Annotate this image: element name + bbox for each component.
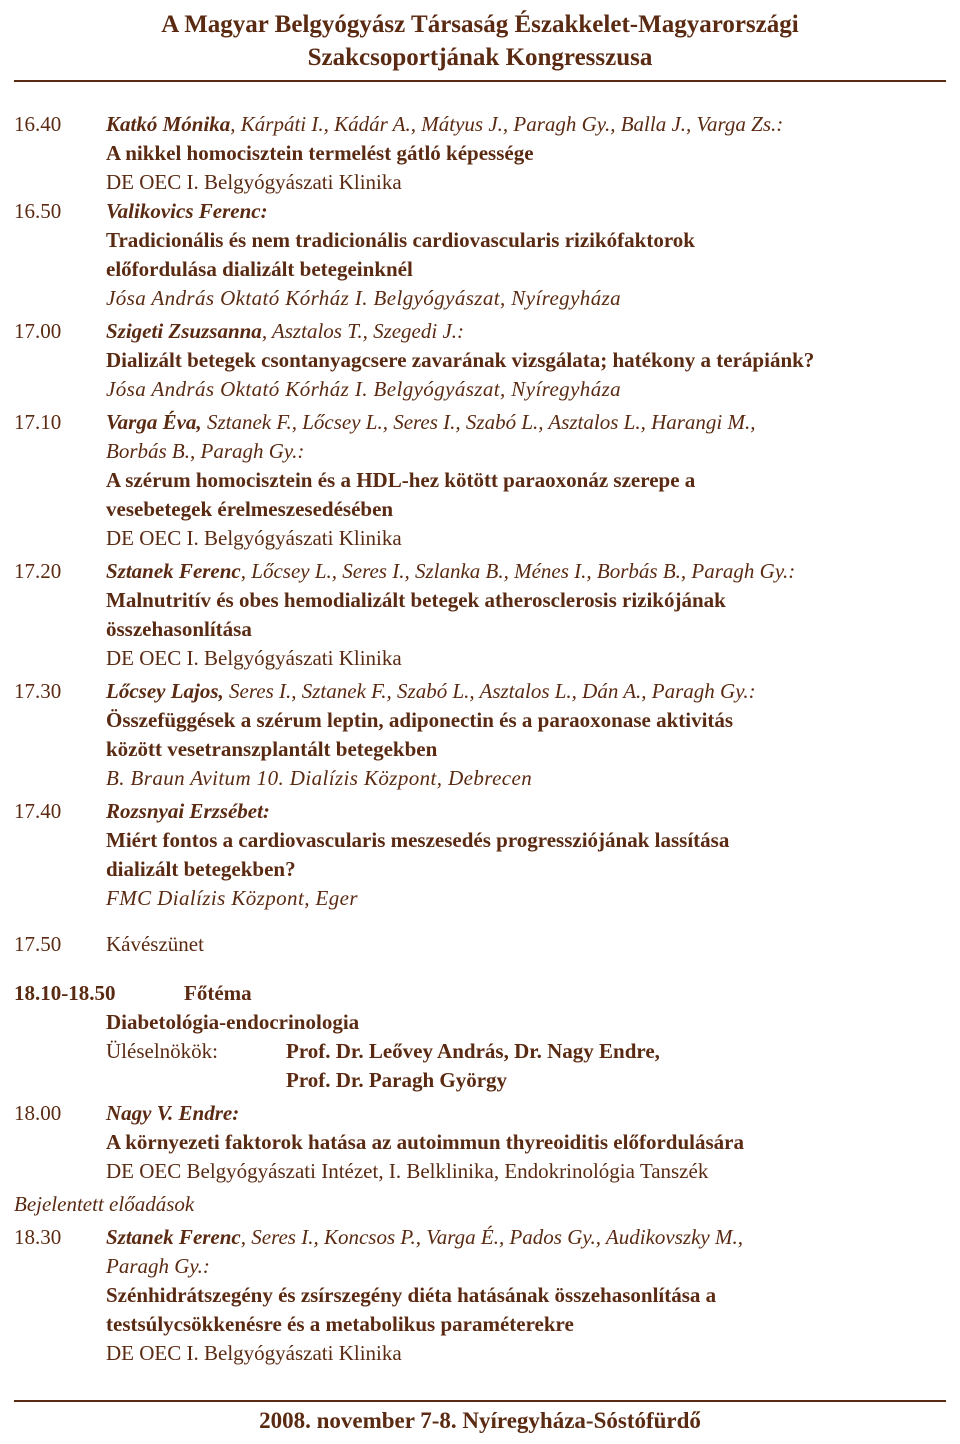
session-label: Főtéma [184,981,252,1005]
header-line-1: A Magyar Belgyógyász Társaság Északkelet-Magyarországi [161,11,799,38]
entry-coauthors: , Kárpáti I., Kádár A., Mátyus J., Paragh Gy., Balla J., Varga Zs.: [230,112,784,136]
entry-time: 17.40 [14,799,62,823]
entry-institution: FMC Dialízis Központ, Eger [106,886,358,910]
entry-title: dializált betegekben? [106,857,296,881]
program-entry [14,797,946,913]
entry-institution: DE OEC Belgyógyászati Intézet, I. Belklinika, Endokrinológia Tanszék [106,1159,709,1183]
entry-presenter: Katkó Mónika [106,112,231,136]
entry-presenter: Sztanek Ferenc [106,1225,241,1249]
session-heading [14,979,946,1008]
entry-authors [106,110,946,139]
entry-presenter: Rozsnyai Erzsébet: [106,799,270,823]
entry-title: Malnutritív és obes hemodializált betegek atherosclerosis rizikójának [106,588,726,612]
entry-title: Miért fontos a cardiovascularis meszesedés progressziójának lassítása [106,828,730,852]
entry-title: között vesetranszplantált betegekben [106,737,438,761]
session-topic-row [14,1008,946,1095]
session-chairs [106,1037,946,1095]
entry-title: A nikkel homocisztein termelést gátló képessége [106,141,534,165]
entry-coauthors: , Lőcsey L., Seres I., Szlanka B., Ménes I., Borbás B., Paragh Gy.: [240,559,796,583]
entry-presenter: Sztanek Ferenc [106,559,241,583]
entry-presenter: Nagy V. Endre: [106,1101,240,1125]
program-entry [14,1099,946,1186]
entry-presenter: Varga Éva, [106,410,202,434]
entry-title: Szénhidrátszegény és zsírszegény diéta hatásának összehasonlítása a [106,1283,717,1307]
entry-title: Dializált betegek csontanyagcsere zavarának vizsgálata; hatékony a terápiánk? [106,348,815,372]
entry-title: előfordulása dializált betegeinknél [106,257,413,281]
session-topic: Diabetológia-endocrinologia [106,1010,360,1034]
entry-title: testsúlycsökkenésre és a metabolikus paraméterekre [106,1312,574,1336]
break-label: Kávészünet [106,932,204,956]
entry-time: 17.10 [14,410,62,434]
program-entry [14,317,946,404]
coffee-break [14,930,946,959]
entry-presenter: Valikovics Ferenc: [106,199,268,223]
session-time: 18.10-18.50 [14,981,116,1005]
entry-coauthors: Seres I., Sztanek F., Szabó L., Asztalos L., Dán A., Paragh Gy.: [223,679,756,703]
program-entry [14,408,946,553]
announced-talks-label: Bejelentett előadások [14,1192,195,1216]
header-line-2: Szakcsoportjának Kongresszusa [307,44,653,71]
entry-authors [106,1223,946,1252]
chairs-names-2: Prof. Dr. Paragh György [286,1068,508,1092]
entry-institution: DE OEC I. Belgyógyászati Klinika [106,1341,402,1365]
entry-time: 17.00 [14,319,62,343]
page-header [0,8,960,74]
program-entry [14,677,946,793]
entry-institution: Jósa András Oktató Kórház I. Belgyógyászat, Nyíregyháza [106,377,622,401]
chairs-label: Üléselnökök: [106,1039,218,1063]
entry-time: 16.50 [14,199,62,223]
chairs-names-1: Prof. Dr. Leővey András, Dr. Nagy Endre, [286,1039,660,1063]
entry-institution: DE OEC I. Belgyógyászati Klinika [106,170,402,194]
entry-title: Összefüggések a szérum leptin, adiponectin és a paraoxonase aktivitás [106,708,734,732]
entry-title: összehasonlítása [106,617,252,641]
entry-title: A szérum homocisztein és a HDL-hez kötött paraoxonáz szerepe a [106,468,696,492]
entry-authors [106,197,946,226]
entry-institution: DE OEC I. Belgyógyászati Klinika [106,526,402,550]
entry-authors [106,557,946,586]
entry-time: 17.20 [14,559,62,583]
entry-presenter: Lőcsey Lajos, [106,679,224,703]
entry-presenter: Szigeti Zsuzsanna [106,319,262,343]
entry-coauthors-cont: Paragh Gy.: [106,1254,210,1278]
entry-authors [106,317,946,346]
header-rule [14,80,946,82]
program-content [14,110,946,1368]
entry-time: 18.00 [14,1101,62,1125]
entry-title: A környezeti faktorok hatása az autoimmun thyreoiditis előfordulására [106,1130,744,1154]
program-entry [14,110,946,197]
entry-title: Tradicionális és nem tradicionális cardiovascularis rizikófaktorok [106,228,695,252]
entry-institution: DE OEC I. Belgyógyászati Klinika [106,646,402,670]
entry-time: 16.40 [14,112,62,136]
footer-rule [14,1400,946,1402]
break-time: 17.50 [14,932,62,956]
entry-time: 17.30 [14,679,62,703]
entry-time: 18.30 [14,1225,62,1249]
entry-authors [106,797,946,826]
program-entry [14,197,946,313]
entry-coauthors: Sztanek F., Lőcsey L., Seres I., Szabó L., Asztalos L., Harangi M., [201,410,756,434]
entry-coauthors: , Asztalos T., Szegedi J.: [261,319,465,343]
entry-institution: Jósa András Oktató Kórház I. Belgyógyászat, Nyíregyháza [106,286,622,310]
entry-coauthors-cont: Borbás B., Paragh Gy.: [106,439,305,463]
program-entry [14,557,946,673]
entry-title: vesebetegek érelmeszesedésében [106,497,394,521]
page-footer: 2008. november 7-8. Nyíregyháza-Sóstófürdő [259,1408,701,1433]
entry-authors [106,677,946,706]
entry-authors [106,408,946,437]
entry-institution: B. Braun Avitum 10. Dialízis Központ, Debrecen [106,766,533,790]
entry-authors [106,1099,946,1128]
program-entry [14,1223,946,1368]
entry-coauthors: , Seres I., Koncsos P., Varga É., Pados Gy., Audikovszky M., [240,1225,743,1249]
